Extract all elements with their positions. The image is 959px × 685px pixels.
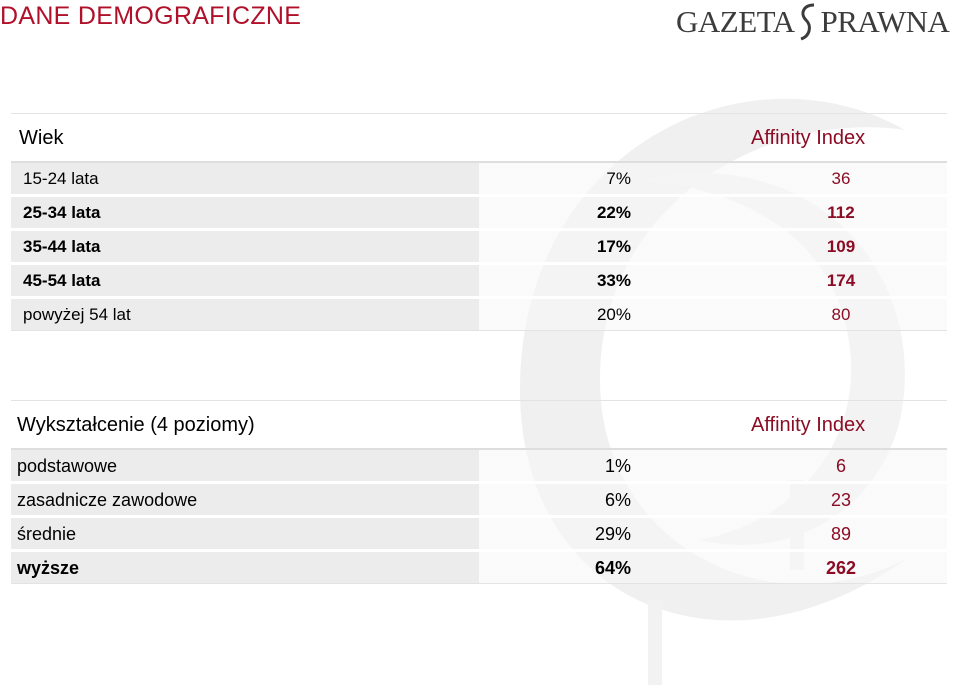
row-affinity: 262 <box>825 558 857 578</box>
table-row <box>11 484 947 518</box>
row-label: 15-24 lata <box>23 169 99 188</box>
row-label: 45-54 lata <box>23 271 101 290</box>
row-label: 35-44 lata <box>23 237 101 256</box>
row-affinity: 36 <box>831 169 851 188</box>
education-table <box>11 400 947 584</box>
row-label: podstawowe <box>17 456 118 476</box>
row-share: 64% <box>594 558 631 578</box>
table-row <box>11 518 947 552</box>
row-share: 7% <box>606 169 631 188</box>
age-table-header <box>11 113 947 163</box>
page-title: DANE DEMOGRAFICZNE <box>0 2 302 30</box>
row-label: 25-34 lata <box>23 203 101 222</box>
row-label: średnie <box>17 524 77 544</box>
row-affinity: 112 <box>827 203 855 222</box>
education-affinity-header: Affinity Index <box>751 414 866 436</box>
table-row <box>11 450 947 484</box>
brand-logo-right: PRAWNA <box>820 4 950 39</box>
row-affinity: 174 <box>826 271 856 290</box>
table-row <box>11 552 947 584</box>
row-share: 6% <box>604 490 631 510</box>
table-row <box>11 265 947 299</box>
row-share: 17% <box>596 237 631 256</box>
table-row <box>11 231 947 265</box>
row-affinity: 6 <box>835 456 846 476</box>
row-label: wyższe <box>17 558 80 578</box>
age-table <box>11 113 947 331</box>
row-affinity: 23 <box>830 490 852 510</box>
row-label: powyżej 54 lat <box>23 305 131 324</box>
row-share: 22% <box>596 203 631 222</box>
row-share: 29% <box>594 524 631 544</box>
education-column-header: Wykształcenie (4 poziomy) <box>17 414 255 436</box>
table-row <box>11 299 947 331</box>
row-affinity: 80 <box>831 305 851 324</box>
age-affinity-header: Affinity Index <box>751 127 866 149</box>
brand-logo-left: GAZETA <box>676 4 795 39</box>
row-affinity: 89 <box>830 524 852 544</box>
row-label: zasadnicze zawodowe <box>17 490 198 510</box>
row-share: 1% <box>604 456 631 476</box>
education-table-header <box>11 400 947 450</box>
table-row <box>11 163 947 197</box>
row-share: 33% <box>596 271 631 290</box>
row-share: 20% <box>596 305 631 324</box>
brand-swirl-icon <box>797 2 819 42</box>
age-column-header: Wiek <box>19 127 64 149</box>
table-row <box>11 197 947 231</box>
brand-logo <box>676 2 949 46</box>
row-affinity: 109 <box>826 237 856 256</box>
